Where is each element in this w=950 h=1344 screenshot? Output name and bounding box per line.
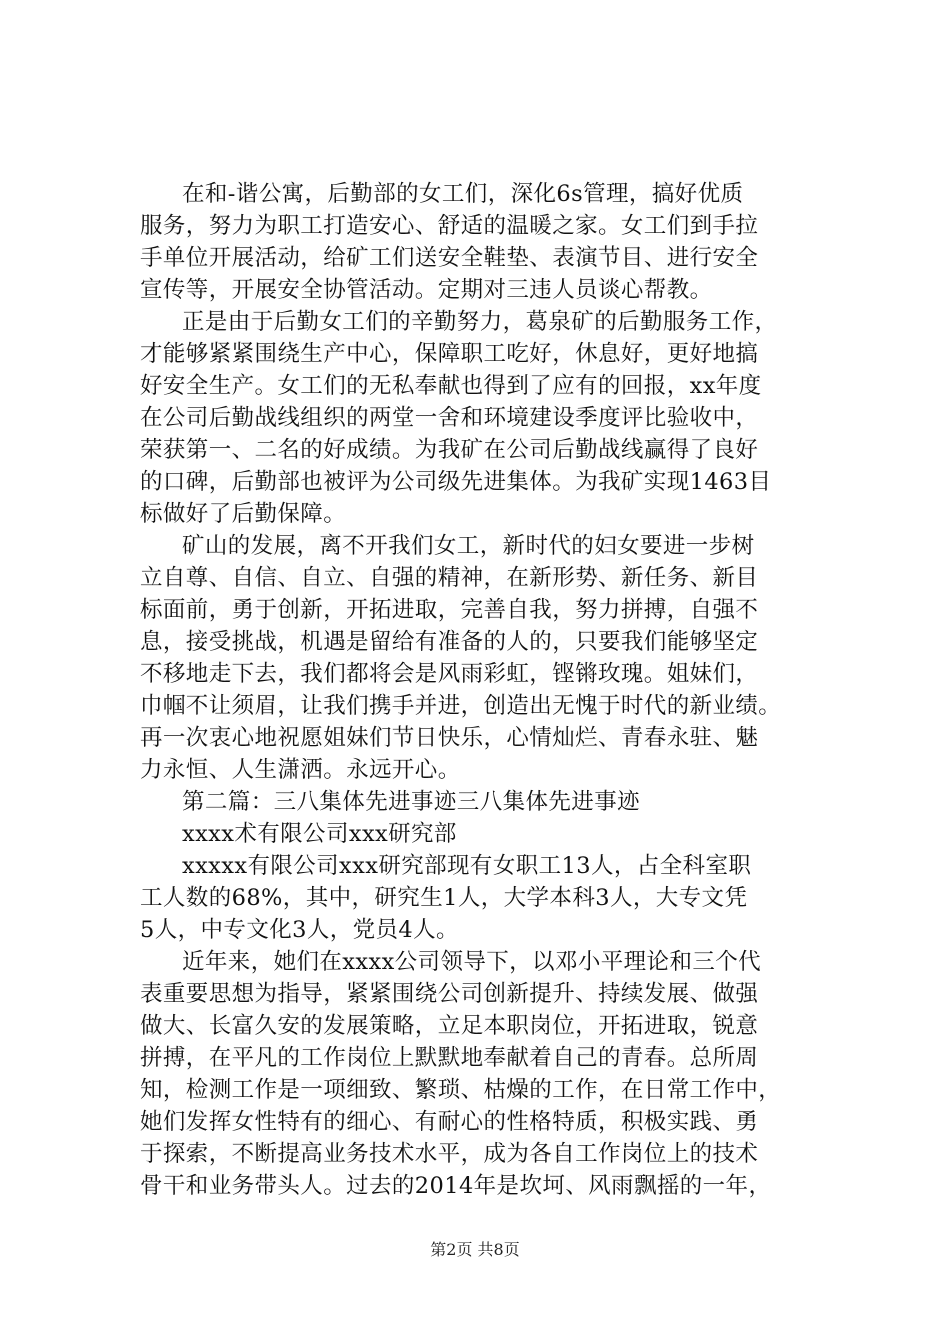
text-line: 知，检测工作是一项细致、繁琐、枯燥的工作，在日常工作中， (140, 1077, 782, 1103)
text-line: 在和-谐公寓，后勤部的女工们，深化6s管理，搞好优质 (182, 181, 744, 207)
text-line: 工人数的68%，其中，研究生1人，大学本科3人，大专文凭 (140, 885, 748, 911)
text-line: 标做好了后勤保障。 (140, 501, 347, 527)
text-line: 做大、长富久安的发展策略，立足本职岗位，开拓进取，锐意 (140, 1013, 759, 1039)
text-line: 荣获第一、二名的好成绩。为我矿在公司后勤战线赢得了良好 (140, 437, 759, 463)
text-line: 不移地走下去，我们都将会是风雨彩虹，铿锵玫瑰。姐妹们， (140, 661, 759, 687)
text-line: 力永恒、人生潇洒。永远开心。 (140, 757, 461, 783)
text-line: 正是由于后勤女工们的辛勤努力，葛泉矿的后勤服务工作， (182, 309, 778, 335)
page-footer: 第2页 共8页 (430, 1240, 520, 1259)
text-line: 标面前，勇于创新，开拓进取，完善自我，努力拼搏，自强不 (140, 597, 759, 623)
text-line: 再一次衷心地祝愿姐妹们节日快乐，心情灿烂、青春永驻、魅 (140, 725, 759, 751)
text-line: xxxx术有限公司xxx研究部 (182, 821, 457, 847)
text-line: 宣传等，开展安全协管活动。定期对三违人员谈心帮教。 (140, 277, 713, 303)
text-line: 手单位开展活动，给矿工们送安全鞋垫、表演节目、进行安全 (140, 245, 759, 271)
text-line: 巾帼不让须眉，让我们携手并进，创造出无愧于时代的新业绩。 (140, 693, 782, 719)
text-line: 她们发挥女性特有的细心、有耐心的性格特质，积极实践、勇 (140, 1109, 759, 1135)
text-line: 骨干和业务带头人。过去的2014年是坎坷、风雨飘摇的一年， (140, 1173, 772, 1199)
text-line: 第二篇：三八集体先进事迹三八集体先进事迹 (182, 789, 641, 815)
text-line: 矿山的发展，离不开我们女工，新时代的妇女要进一步树 (182, 533, 755, 559)
text-line: 近年来，她们在xxxx公司领导下，以邓小平理论和三个代 (182, 949, 762, 975)
text-line: 表重要思想为指导，紧紧围绕公司创新提升、持续发展、做强 (140, 981, 759, 1007)
text-line: 在公司后勤战线组织的两堂一舍和环境建设季度评比验收中， (140, 405, 759, 431)
text-line: 才能够紧紧围绕生产中心，保障职工吃好，休息好，更好地搞 (140, 341, 759, 367)
text-line: 拼搏，在平凡的工作岗位上默默地奉献着自己的青春。总所周 (140, 1045, 759, 1071)
text-line: 立自尊、自信、自立、自强的精神，在新形势、新任务、新目 (140, 565, 759, 591)
text-line: 好安全生产。女工们的无私奉献也得到了应有的回报，xx年度 (140, 373, 762, 399)
text-line: 于探索，不断提高业务技术水平，成为各自工作岗位上的技术 (140, 1141, 759, 1167)
text-line: xxxxx有限公司xxx研究部现有女职工13人，占全科室职 (182, 853, 752, 879)
text-line: 服务，努力为职工打造安心、舒适的温暖之家。女工们到手拉 (140, 213, 759, 239)
text-line: 5人，中专文化3人，党员4人。 (140, 917, 459, 943)
text-line: 息，接受挑战，机遇是留给有准备的人的，只要我们能够坚定 (140, 629, 759, 655)
text-line: 的口碑，后勤部也被评为公司级先进集体。为我矿实现1463目 (140, 469, 772, 495)
document-body (140, 178, 830, 1202)
